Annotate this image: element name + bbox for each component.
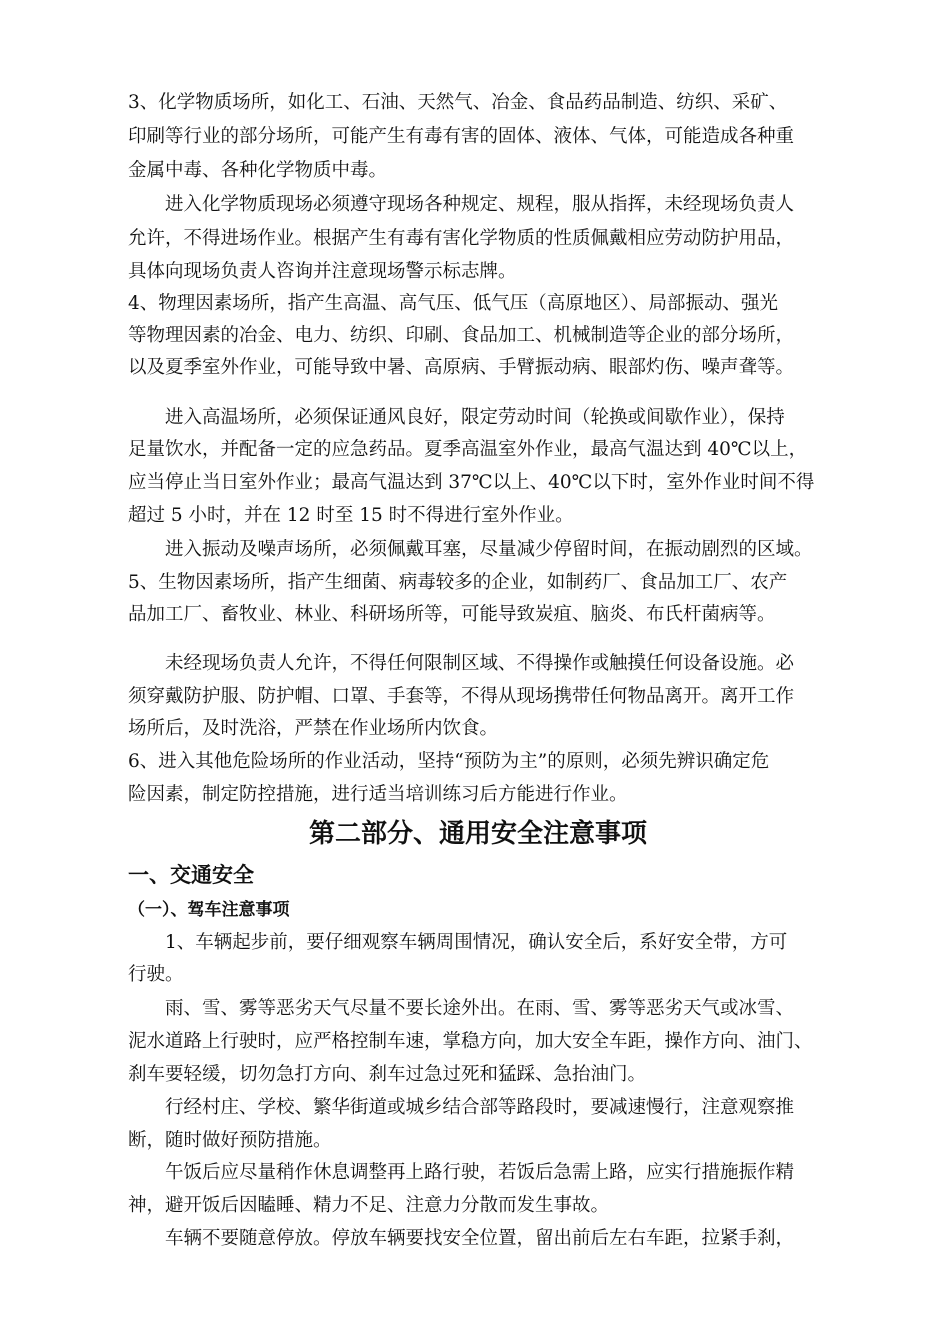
- body-text-line: 神，避开饭后因瞌睡、精力不足、注意力分散而发生事故。: [128, 1195, 610, 1216]
- body-text-line: 金属中毒、各种化学物质中毒。: [128, 160, 388, 181]
- body-text-line: 断，随时做好预防措施。: [128, 1130, 332, 1151]
- body-text-line: 午饭后应尽量稍作休息调整再上路行驶，若饭后急需上路，应实行措施振作精: [165, 1162, 795, 1183]
- body-text-line: 印刷等行业的部分场所，可能产生有毒有害的固体、液体、气体，可能造成各种重: [128, 126, 795, 147]
- body-text-line: 行经村庄、学校、繁华街道或城乡结合部等路段时，要减速慢行，注意观察推: [165, 1097, 795, 1118]
- body-text-line: 未经现场负责人允许，不得任何限制区域、不得操作或触摸任何设备设施。必: [165, 653, 795, 674]
- body-text-line: 以及夏季室外作业，可能导致中暑、高原病、手臂振动病、眼部灼伤、噪声聋等。: [128, 357, 795, 378]
- body-text-line: 3、化学物质场所，如化工、石油、天然气、冶金、食品药品制造、纺织、采矿、: [128, 92, 788, 113]
- body-text-line: 品加工厂、畜牧业、林业、科研场所等，可能导致炭疽、脑炎、布氏杆菌病等。: [128, 604, 776, 625]
- body-text-line: 车辆不要随意停放。停放车辆要找安全位置，留出前后左右车距，拉紧手刹，: [165, 1228, 795, 1249]
- body-text-line: 1、车辆起步前，要仔细观察车辆周围情况，确认安全后，系好安全带，方可: [165, 932, 788, 953]
- body-text-line: 超过 5 小时，并在 12 时至 15 时不得进行室外作业。: [128, 505, 574, 526]
- body-text-line: 进入高温场所，必须保证通风良好，限定劳动时间（轮换或间歇作业），保持: [165, 407, 785, 428]
- subsection-heading: 一、交通安全: [128, 863, 254, 887]
- body-text-line: 刹车要轻缓，切勿急打方向、刹车过急过死和猛踩、急抬油门。: [128, 1064, 647, 1085]
- section-heading: 第二部分、通用安全注意事项: [309, 819, 648, 849]
- body-text-line: 泥水道路上行驶时，应严格控制车速，掌稳方向，加大安全车距，操作方向、油门、: [128, 1031, 813, 1052]
- body-text-line: 具体向现场负责人咨询并注意现场警示标志牌。: [128, 261, 517, 282]
- body-text-line: 行驶。: [128, 964, 184, 985]
- body-text-line: 4、物理因素场所，指产生高温、高气压、低气压（高原地区）、局部振动、强光: [128, 293, 779, 314]
- body-text-line: 险因素，制定防控措施，进行适当培训练习后方能进行作业。: [128, 784, 628, 805]
- body-text-line: 足量饮水，并配备一定的应急药品。夏季高温室外作业，最高气温达到 40℃以上，: [128, 439, 808, 460]
- sub-subsection-heading: （一）、驾车注意事项: [128, 900, 290, 920]
- body-text-line: 须穿戴防护服、防护帽、口罩、手套等，不得从现场携带任何物品离开。离开工作: [128, 686, 795, 707]
- body-text-line: 进入化学物质现场必须遵守现场各种规定、规程，服从指挥，未经现场负责人: [165, 194, 795, 215]
- body-text-line: 允许，不得进场作业。根据产生有毒有害化学物质的性质佩戴相应劳动防护用品，: [128, 228, 795, 249]
- body-text-line: 场所后，及时洗浴，严禁在作业场所内饮食。: [128, 718, 499, 739]
- body-text-line: 等物理因素的冶金、电力、纺织、印刷、食品加工、机械制造等企业的部分场所，: [128, 325, 795, 346]
- body-text-line: 5、生物因素场所，指产生细菌、病毒较多的企业，如制药厂、食品加工厂、农产: [128, 572, 788, 593]
- body-text-line: 雨、雪、雾等恶劣天气尽量不要长途外出。在雨、雪、雾等恶劣天气或冰雪、: [165, 998, 795, 1019]
- body-text-line: 6、进入其他危险场所的作业活动，坚持“预防为主”的原则，必须先辨识确定危: [128, 751, 770, 772]
- body-text-line: 应当停止当日室外作业；最高气温达到 37℃以上、40℃以下时，室外作业时间不得: [128, 472, 815, 493]
- body-text-line: 进入振动及噪声场所，必须佩戴耳塞，尽量减少停留时间，在振动剧烈的区域。: [165, 539, 813, 560]
